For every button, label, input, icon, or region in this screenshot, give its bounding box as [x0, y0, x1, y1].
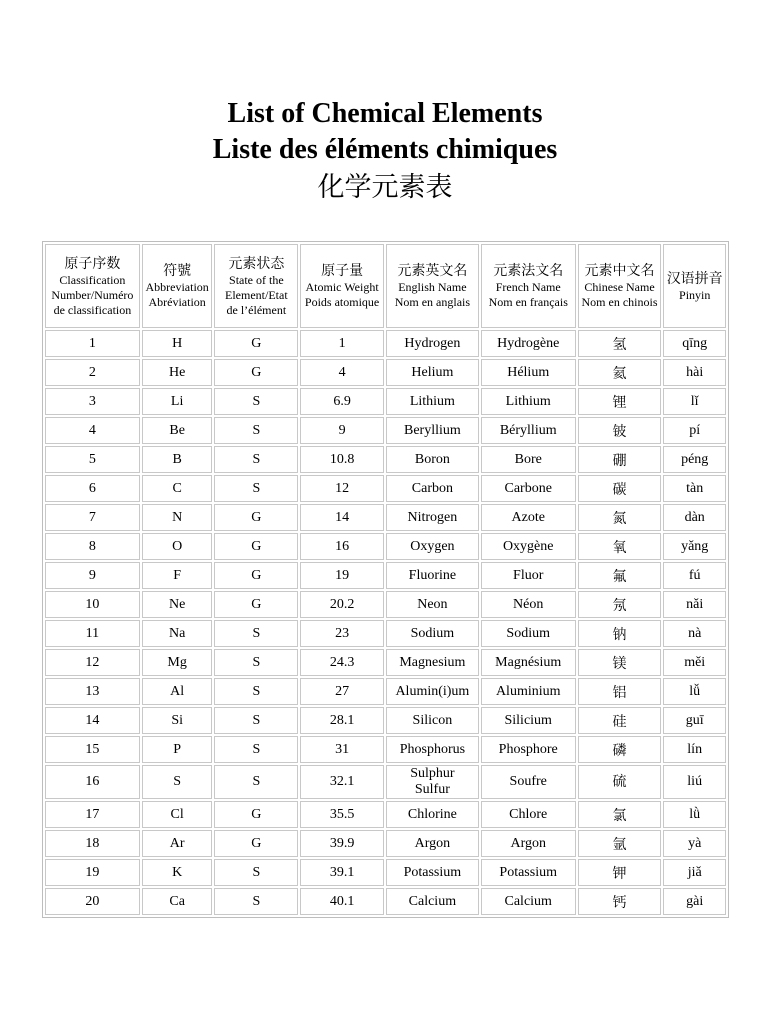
cell-chinese-name: 锂 — [578, 388, 662, 415]
cell-english-name: Phosphorus — [386, 736, 479, 763]
cell-state: G — [214, 801, 298, 828]
cell-symbol: Be — [142, 417, 213, 444]
table-row — [45, 388, 726, 415]
header-label-line: de classification — [53, 302, 132, 317]
table-row — [45, 736, 726, 763]
cell-atomic-weight: 10.8 — [300, 446, 384, 473]
cell-french-name: Azote — [481, 504, 576, 531]
cell-chinese-name: 氮 — [578, 504, 662, 531]
cell-pinyin: lǜ — [663, 801, 726, 828]
cell-atomic-weight: 40.1 — [300, 888, 384, 915]
header-label-line: Nom en chinois — [581, 295, 658, 309]
cell-french-name: Magnésium — [481, 649, 576, 676]
header-chinese-label: 汉语拼音 — [666, 270, 723, 287]
cell-symbol: Cl — [142, 801, 213, 828]
cell-atomic-weight: 19 — [300, 562, 384, 589]
cell-state: G — [214, 504, 298, 531]
cell-symbol: Mg — [142, 649, 213, 676]
cell-chinese-name: 氟 — [578, 562, 662, 589]
header-label-line: Poids atomique — [304, 295, 380, 309]
cell-symbol: Ca — [142, 888, 213, 915]
cell-pinyin: yǎng — [663, 533, 726, 560]
cell-french-name: Soufre — [481, 765, 576, 799]
cell-atomic-weight: 6.9 — [300, 388, 384, 415]
cell-state: S — [214, 736, 298, 763]
cell-state: G — [214, 533, 298, 560]
cell-french-name: Phosphore — [481, 736, 576, 763]
cell-symbol: Li — [142, 388, 213, 415]
cell-symbol: O — [142, 533, 213, 560]
header-label-line: Element/Etat — [225, 287, 288, 302]
cell-atomic-number: 16 — [45, 765, 140, 799]
table-row — [45, 801, 726, 828]
header-label-line: Chinese Name — [584, 280, 655, 294]
table-row — [45, 888, 726, 915]
cell-pinyin: fú — [663, 562, 726, 589]
table-row — [45, 620, 726, 647]
header-chinese-label: 符號 — [163, 263, 192, 279]
cell-atomic-weight: 28.1 — [300, 707, 384, 734]
cell-french-name: Hydrogène — [481, 330, 576, 357]
cell-atomic-number: 20 — [45, 888, 140, 915]
cell-atomic-weight: 12 — [300, 475, 384, 502]
cell-pinyin: jiǎ — [663, 859, 726, 886]
cell-french-name: Aluminium — [481, 678, 576, 705]
header-english-name — [386, 244, 479, 328]
cell-state: S — [214, 475, 298, 502]
header-row — [45, 244, 726, 328]
cell-atomic-weight: 20.2 — [300, 591, 384, 618]
cell-pinyin: měi — [663, 649, 726, 676]
header-chinese-label: 元素英文名 — [397, 263, 468, 279]
cell-french-name: Béryllium — [481, 417, 576, 444]
cell-chinese-name: 钠 — [578, 620, 662, 647]
cell-symbol: Ar — [142, 830, 213, 857]
cell-symbol: H — [142, 330, 213, 357]
cell-atomic-weight: 23 — [300, 620, 384, 647]
cell-state: G — [214, 830, 298, 857]
cell-english-name: Calcium — [386, 888, 479, 915]
cell-chinese-name: 氧 — [578, 533, 662, 560]
elements-table — [42, 241, 729, 918]
table-row — [45, 359, 726, 386]
table-row — [45, 678, 726, 705]
cell-symbol: S — [142, 765, 213, 799]
header-chinese-label: 原子量 — [321, 263, 364, 279]
cell-state: G — [214, 591, 298, 618]
table-row — [45, 765, 726, 799]
cell-english-name: Boron — [386, 446, 479, 473]
cell-symbol: Ne — [142, 591, 213, 618]
cell-state: S — [214, 446, 298, 473]
english-name-line: Sulphur — [410, 766, 455, 781]
cell-english-name: Fluorine — [386, 562, 479, 589]
header-atomic-number — [45, 244, 140, 328]
cell-chinese-name: 铝 — [578, 678, 662, 705]
cell-atomic-number: 18 — [45, 830, 140, 857]
cell-english-name: Nitrogen — [386, 504, 479, 531]
header-chinese-label: 元素中文名 — [584, 263, 655, 279]
cell-pinyin: guī — [663, 707, 726, 734]
header-state — [214, 244, 298, 328]
title-english: List of Chemical Elements — [227, 98, 543, 129]
header-symbol — [142, 244, 213, 328]
table-row — [45, 707, 726, 734]
cell-symbol: F — [142, 562, 213, 589]
cell-state: S — [214, 649, 298, 676]
table-row — [45, 830, 726, 857]
cell-symbol: He — [142, 359, 213, 386]
cell-pinyin: tàn — [663, 475, 726, 502]
cell-pinyin: nǎi — [663, 591, 726, 618]
cell-pinyin: gài — [663, 888, 726, 915]
cell-english-name: Carbon — [386, 475, 479, 502]
cell-symbol: K — [142, 859, 213, 886]
cell-french-name: Carbone — [481, 475, 576, 502]
cell-state: G — [214, 330, 298, 357]
cell-english-name — [386, 765, 479, 799]
cell-english-name: Sodium — [386, 620, 479, 647]
cell-atomic-weight: 39.9 — [300, 830, 384, 857]
cell-chinese-name: 镁 — [578, 649, 662, 676]
cell-symbol: N — [142, 504, 213, 531]
table-body — [45, 330, 726, 915]
cell-chinese-name: 磷 — [578, 736, 662, 763]
title-french: Liste des éléments chimiques — [212, 134, 558, 165]
cell-chinese-name: 钾 — [578, 859, 662, 886]
cell-state: G — [214, 359, 298, 386]
header-label-line: French Name — [495, 280, 561, 294]
cell-chinese-name: 碳 — [578, 475, 662, 502]
cell-state: S — [214, 417, 298, 444]
cell-atomic-number: 12 — [45, 649, 140, 676]
table-row — [45, 417, 726, 444]
document-title — [0, 96, 770, 208]
cell-atomic-weight: 27 — [300, 678, 384, 705]
cell-french-name: Potassium — [481, 859, 576, 886]
cell-atomic-weight: 16 — [300, 533, 384, 560]
cell-state: S — [214, 707, 298, 734]
table-row — [45, 446, 726, 473]
english-name-line: Sulfur — [414, 782, 450, 797]
cell-french-name: Silicium — [481, 707, 576, 734]
cell-french-name: Fluor — [481, 562, 576, 589]
cell-atomic-number: 15 — [45, 736, 140, 763]
cell-pinyin: dàn — [663, 504, 726, 531]
header-label-line: English Name — [398, 280, 467, 294]
cell-atomic-number: 11 — [45, 620, 140, 647]
header-pinyin — [663, 244, 726, 328]
cell-atomic-weight: 9 — [300, 417, 384, 444]
cell-atomic-number: 1 — [45, 330, 140, 357]
cell-atomic-number: 17 — [45, 801, 140, 828]
cell-atomic-number: 13 — [45, 678, 140, 705]
cell-pinyin: lǐ — [663, 388, 726, 415]
table-row — [45, 504, 726, 531]
header-chinese-label: 元素法文名 — [493, 263, 564, 279]
header-label-line: Atomic Weight — [305, 280, 379, 294]
cell-pinyin: pí — [663, 417, 726, 444]
header-chinese-label: 元素状态 — [228, 255, 285, 272]
cell-chinese-name: 氢 — [578, 330, 662, 357]
cell-symbol: Al — [142, 678, 213, 705]
header-label-line: Nom en anglais — [394, 295, 471, 309]
cell-chinese-name: 氯 — [578, 801, 662, 828]
cell-english-name: Magnesium — [386, 649, 479, 676]
cell-atomic-number: 19 — [45, 859, 140, 886]
cell-french-name: Oxygène — [481, 533, 576, 560]
cell-symbol: C — [142, 475, 213, 502]
cell-state: S — [214, 765, 298, 799]
cell-english-name: Argon — [386, 830, 479, 857]
cell-chinese-name: 硼 — [578, 446, 662, 473]
cell-english-name: Beryllium — [386, 417, 479, 444]
cell-state: S — [214, 678, 298, 705]
cell-pinyin: liú — [663, 765, 726, 799]
cell-atomic-number: 5 — [45, 446, 140, 473]
table-row — [45, 591, 726, 618]
cell-pinyin: nà — [663, 620, 726, 647]
cell-atomic-number: 4 — [45, 417, 140, 444]
header-label-line: Pinyin — [679, 287, 711, 302]
cell-atomic-weight: 1 — [300, 330, 384, 357]
cell-chinese-name: 氖 — [578, 591, 662, 618]
cell-chinese-name: 氩 — [578, 830, 662, 857]
cell-french-name: Néon — [481, 591, 576, 618]
cell-french-name: Bore — [481, 446, 576, 473]
cell-pinyin: lǚ — [663, 678, 726, 705]
header-label-line: Abréviation — [148, 295, 206, 309]
table-row — [45, 562, 726, 589]
cell-french-name: Calcium — [481, 888, 576, 915]
cell-chinese-name: 铍 — [578, 417, 662, 444]
header-label-line: Nom en français — [488, 295, 568, 309]
cell-english-name: Neon — [386, 591, 479, 618]
cell-english-name: Chlorine — [386, 801, 479, 828]
cell-atomic-number: 10 — [45, 591, 140, 618]
title-chinese: 化学元素表 — [317, 172, 453, 203]
cell-chinese-name: 硅 — [578, 707, 662, 734]
cell-pinyin: yà — [663, 830, 726, 857]
cell-atomic-number: 3 — [45, 388, 140, 415]
cell-chinese-name: 硫 — [578, 765, 662, 799]
cell-atomic-weight: 4 — [300, 359, 384, 386]
cell-atomic-number: 2 — [45, 359, 140, 386]
table-row — [45, 533, 726, 560]
cell-atomic-weight: 31 — [300, 736, 384, 763]
cell-french-name: Hélium — [481, 359, 576, 386]
cell-chinese-name: 钙 — [578, 888, 662, 915]
cell-state: S — [214, 388, 298, 415]
cell-symbol: Na — [142, 620, 213, 647]
cell-french-name: Lithium — [481, 388, 576, 415]
cell-english-name: Potassium — [386, 859, 479, 886]
table-row — [45, 649, 726, 676]
header-label-line: State of the — [229, 272, 284, 287]
cell-french-name: Sodium — [481, 620, 576, 647]
cell-english-name: Hydrogen — [386, 330, 479, 357]
table-row — [45, 330, 726, 357]
cell-english-name: Lithium — [386, 388, 479, 415]
cell-atomic-weight: 24.3 — [300, 649, 384, 676]
cell-atomic-number: 8 — [45, 533, 140, 560]
cell-english-name: Alumin(i)um — [386, 678, 479, 705]
cell-symbol: P — [142, 736, 213, 763]
table-row — [45, 859, 726, 886]
cell-french-name: Chlore — [481, 801, 576, 828]
cell-state: S — [214, 888, 298, 915]
cell-atomic-weight: 14 — [300, 504, 384, 531]
header-chinese-label: 原子序数 — [64, 255, 121, 272]
cell-state: G — [214, 562, 298, 589]
header-label-line: Classification — [59, 272, 126, 287]
header-label-line: Number/Numéro — [51, 287, 134, 302]
header-atomic-weight — [300, 244, 384, 328]
cell-atomic-number: 6 — [45, 475, 140, 502]
cell-english-name: Oxygen — [386, 533, 479, 560]
cell-chinese-name: 氦 — [578, 359, 662, 386]
header-french-name — [481, 244, 576, 328]
cell-symbol: B — [142, 446, 213, 473]
cell-state: S — [214, 859, 298, 886]
cell-pinyin: lín — [663, 736, 726, 763]
cell-atomic-weight: 32.1 — [300, 765, 384, 799]
cell-english-name: Silicon — [386, 707, 479, 734]
cell-pinyin: hài — [663, 359, 726, 386]
header-chinese-name — [578, 244, 662, 328]
cell-french-name: Argon — [481, 830, 576, 857]
header-label-line: de l’élément — [226, 302, 287, 317]
cell-atomic-number: 9 — [45, 562, 140, 589]
cell-pinyin: péng — [663, 446, 726, 473]
cell-atomic-number: 14 — [45, 707, 140, 734]
cell-pinyin: qīng — [663, 330, 726, 357]
cell-atomic-number: 7 — [45, 504, 140, 531]
cell-state: S — [214, 620, 298, 647]
cell-english-name: Helium — [386, 359, 479, 386]
header-label-line: Abbreviation — [145, 280, 209, 294]
cell-symbol: Si — [142, 707, 213, 734]
table-row — [45, 475, 726, 502]
cell-atomic-weight: 35.5 — [300, 801, 384, 828]
cell-atomic-weight: 39.1 — [300, 859, 384, 886]
